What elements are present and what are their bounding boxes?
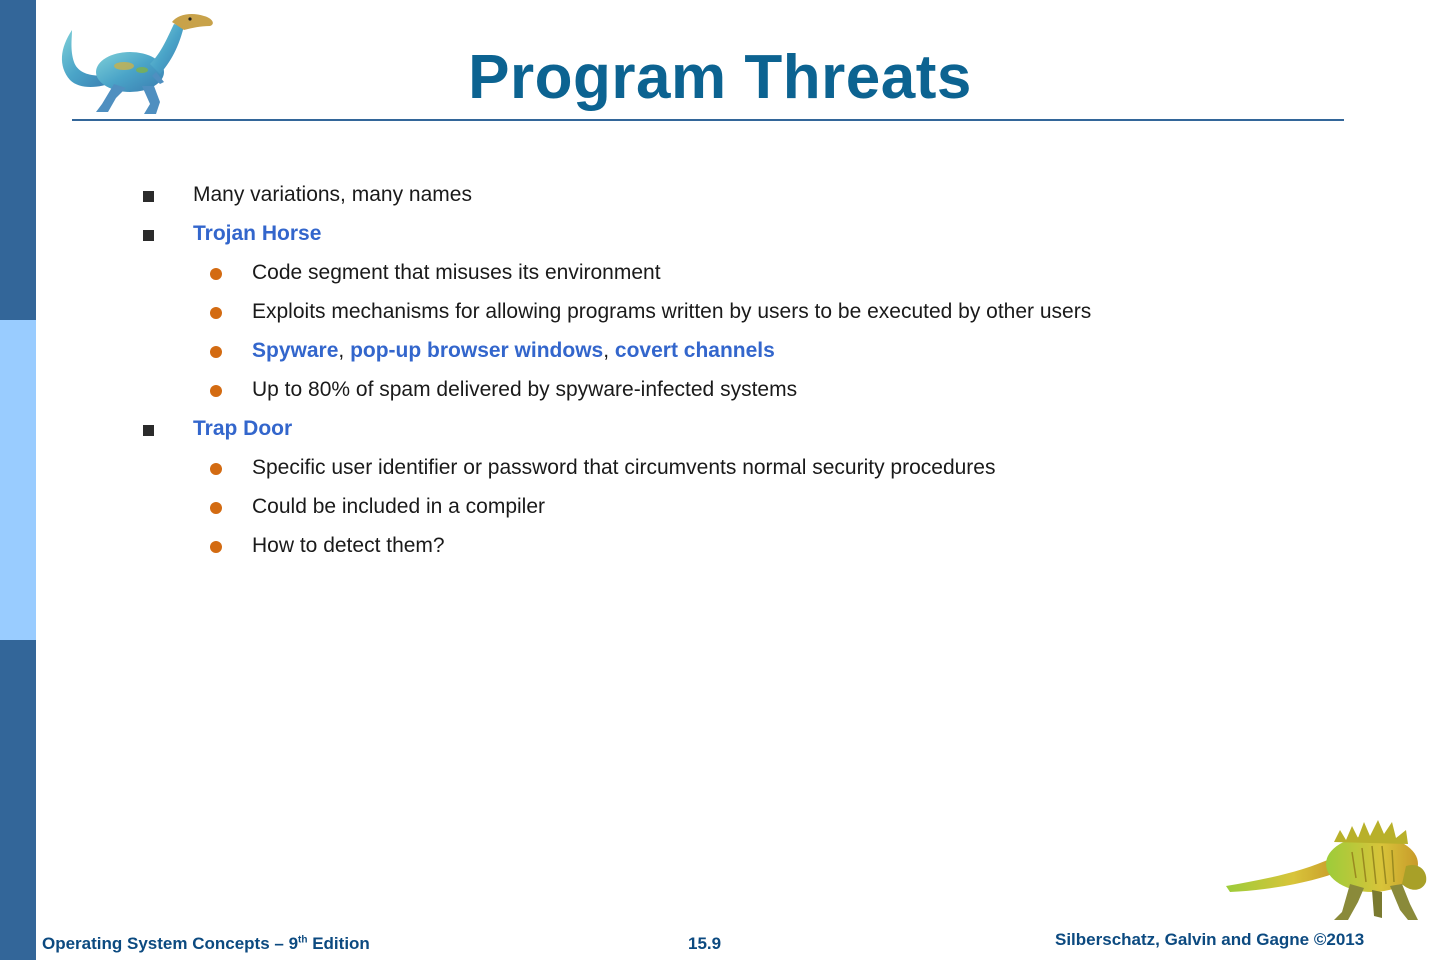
bullet-keyword: Trojan Horse: [193, 222, 322, 245]
slide-title: Program Threats: [468, 43, 972, 112]
bullet-text: ,: [338, 339, 351, 362]
square-bullet-icon: [143, 230, 154, 241]
bullet-item: [193, 182, 472, 208]
round-bullet-icon: [210, 463, 222, 475]
bullet-keyword: Trap Door: [193, 417, 293, 440]
round-bullet-icon: [210, 268, 222, 280]
footer-authors: Silberschatz, Galvin and Gagne ©2013: [1055, 930, 1365, 949]
bullet-item: [193, 416, 292, 442]
round-bullet-icon: [210, 502, 222, 514]
footer-edition-superscript: th: [298, 934, 308, 946]
square-bullet-icon: [143, 425, 154, 436]
bullet-keyword: pop-up browser windows: [350, 339, 604, 362]
sub-bullet-item: [252, 533, 445, 559]
sub-bullet-item: [252, 455, 995, 481]
bullet-text: Exploits mechanisms for allowing programs written by users to be executed by other users: [252, 300, 1092, 323]
bullet-text: Could be included in a compiler: [252, 495, 546, 518]
bullet-item: [193, 221, 321, 247]
square-bullet-icon: [143, 191, 154, 202]
bullet-text: Many variations, many names: [193, 183, 472, 206]
round-bullet-icon: [210, 307, 222, 319]
sub-bullet-item: [252, 260, 661, 286]
footer-book-title-suffix: Edition: [307, 934, 370, 953]
sub-bullet-item: [252, 299, 1091, 325]
round-bullet-icon: [210, 346, 222, 358]
bullet-text: Up to 80% of spam delivered by spyware-infected systems: [252, 378, 798, 401]
round-bullet-icon: [210, 385, 222, 397]
bullet-text: Code segment that misuses its environment: [252, 261, 661, 284]
footer-slide-number: 15.9: [688, 934, 722, 953]
sub-bullet-item: [252, 377, 797, 403]
bullet-text: Specific user identifier or password that circumvents normal security procedures: [252, 456, 996, 479]
footer-book-title-main: Operating System Concepts – 9: [42, 934, 299, 953]
dinosaur-illustration-icon: [1222, 812, 1432, 930]
bullet-keyword: Spyware: [252, 339, 339, 362]
footer-book-title: [42, 934, 370, 954]
bullet-keyword: covert channels: [614, 339, 775, 362]
sub-bullet-item: [252, 338, 775, 364]
bullet-text: ,: [603, 339, 615, 362]
bullet-text: How to detect them?: [252, 534, 445, 557]
round-bullet-icon: [210, 541, 222, 553]
sub-bullet-item: [252, 494, 545, 520]
